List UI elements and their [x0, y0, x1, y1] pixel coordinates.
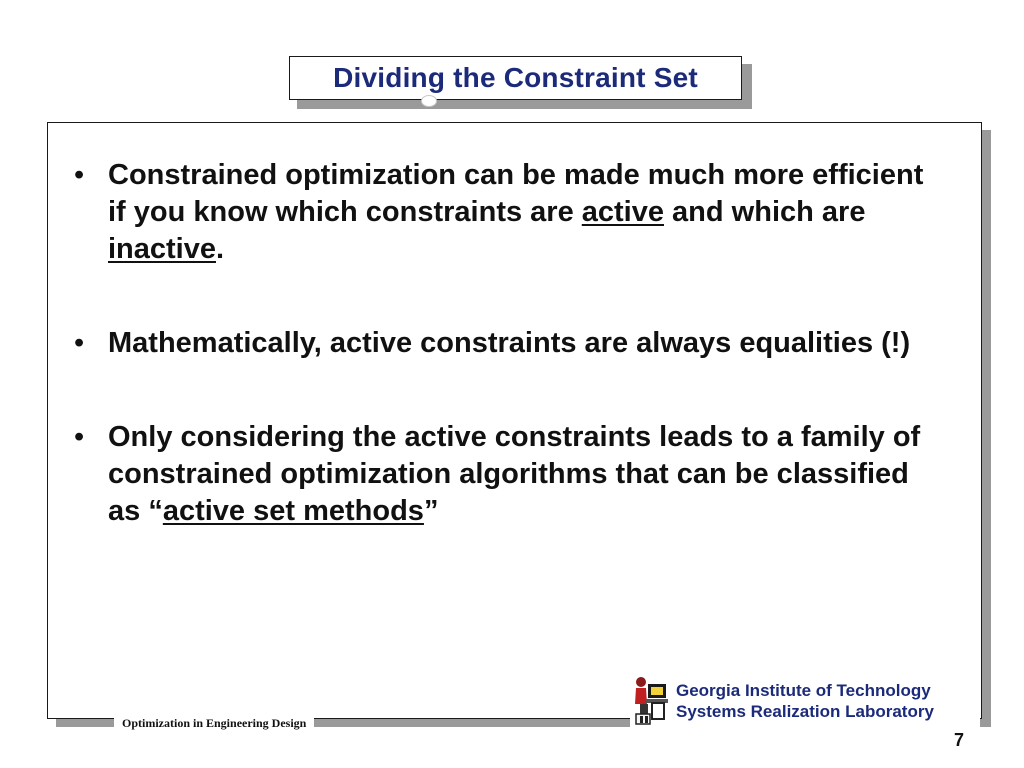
bullet-text: Constrained optimization can be made much more efficient if you know which constraints are: [108, 159, 924, 228]
bullet-text: ”: [423, 495, 439, 527]
person-at-computer-icon: [632, 674, 672, 726]
active-set-methods-term: active set methods: [162, 495, 424, 527]
active-term: active: [581, 196, 664, 228]
slide-title-box: [289, 56, 742, 100]
bullet-item: [66, 419, 946, 530]
bullet-text: and which are: [664, 196, 866, 228]
decorative-dot: [421, 95, 437, 107]
bullet-marker: •: [74, 159, 85, 191]
bullet-marker: •: [74, 421, 85, 453]
bullet-item: [66, 157, 946, 268]
bullet-item: [66, 325, 946, 362]
institution-logo: [630, 672, 980, 728]
lab-name: Systems Realization Laboratory: [676, 702, 934, 721]
bullet-list: [66, 157, 946, 530]
bullet-text: .: [216, 233, 225, 265]
bullet-text: Mathematically, active constraints are always equalities (!): [108, 327, 911, 359]
institution-name: Georgia Institute of Technology: [676, 681, 931, 700]
slide-title: Dividing the Constraint Set: [333, 62, 698, 93]
logo-text: [676, 680, 934, 722]
page-number: 7: [954, 730, 965, 750]
footer-course-label: Optimization in Engineering Design: [114, 714, 314, 732]
inactive-term: inactive: [108, 233, 216, 265]
bullet-marker: •: [74, 327, 85, 359]
bullet-text: Only considering the active constraints leads to a family of constrained optimization algorithms that can be classified as “: [108, 421, 921, 527]
